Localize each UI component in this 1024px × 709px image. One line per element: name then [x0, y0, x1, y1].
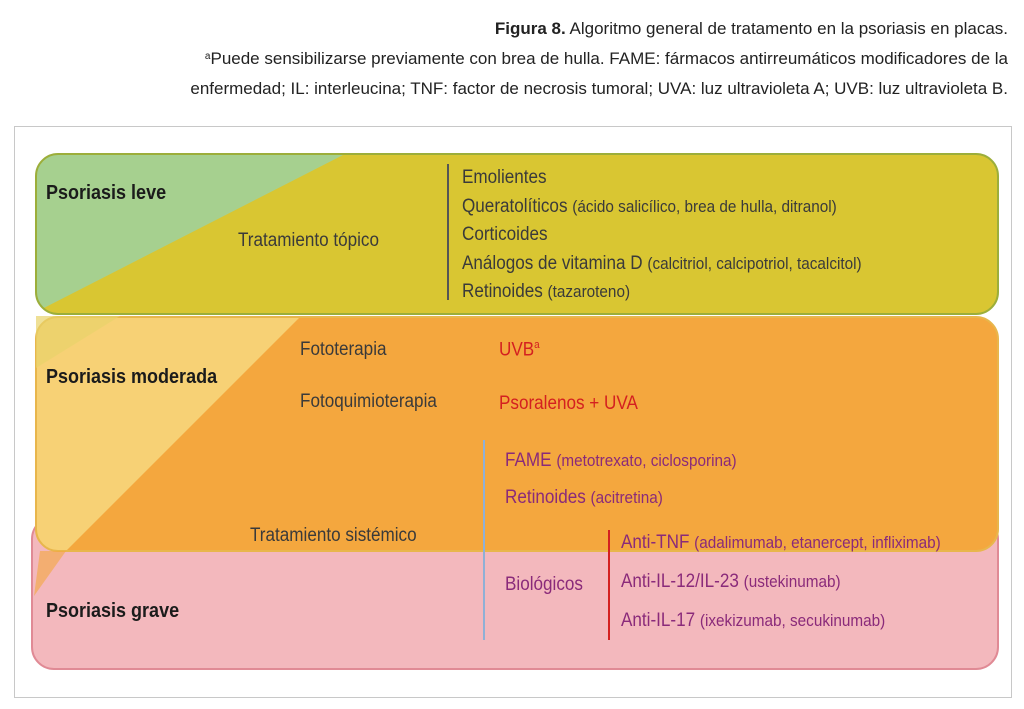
topico-item-detail: (ácido salicílico, brea de hulla, ditranol) — [572, 197, 837, 216]
sistemico-label: Tratamiento sistémico — [250, 525, 417, 546]
topico-item-main: Corticoides — [462, 224, 548, 245]
sistemico-fame — [505, 450, 737, 472]
biologicos-label: Biológicos — [505, 574, 583, 595]
severity-grave-label: Psoriasis grave — [46, 600, 180, 622]
severity-moderada-label: Psoriasis moderada — [46, 366, 218, 388]
biologico-main: Anti-IL-17 — [621, 610, 696, 631]
fotoquimio-label: Fotoquimioterapia — [300, 391, 437, 412]
footnote-mark: a — [204, 51, 211, 62]
topico-item-retinoides — [462, 281, 630, 303]
topico-item-emolientes — [462, 167, 547, 189]
topico-item-queratoliticos — [462, 196, 837, 218]
biologico-item-anti-il-12-23 — [621, 571, 841, 593]
topico-item-main: Retinoides — [462, 281, 543, 302]
topico-item-main: Emolientes — [462, 167, 547, 188]
topico-item-vitamina-d — [462, 253, 862, 275]
uvb-text: UVB — [499, 339, 535, 361]
biologico-item-anti-il-17 — [621, 610, 885, 632]
topico-item-detail: (tazaroteno) — [547, 282, 631, 301]
fototerapia-label: Fototerapia — [300, 339, 387, 360]
topico-item-main: Queratolíticos — [462, 196, 568, 217]
footnote-text-1: Puede sensibilizarse previamente con brea de hulla. FAME: fármacos antirreumáticos modificadores de la — [210, 49, 1008, 68]
biologico-item-anti-tnf — [621, 532, 941, 554]
biologico-main: Anti-TNF — [621, 532, 690, 553]
biologico-detail: (ustekinumab) — [743, 572, 841, 591]
retinoides-main: Retinoides — [505, 487, 586, 508]
fototerapia-value — [499, 339, 540, 361]
biologico-detail: (adalimumab, etanercept, infliximab) — [694, 533, 941, 552]
caption-figure-title: Algoritmo general de tratamento en la psoriasis en placas. — [569, 19, 1008, 38]
biologico-detail: (ixekizumab, secukinumab) — [699, 611, 886, 630]
topico-item-detail: (calcitriol, calcipotriol, tacalcitol) — [647, 254, 862, 273]
fame-main: FAME — [505, 450, 552, 471]
fame-detail: (metotrexato, ciclosporina) — [556, 451, 737, 470]
caption-figure-number: Figura 8. — [494, 19, 566, 38]
retinoides-detail: (acitretina) — [590, 488, 663, 507]
sistemico-retinoides — [505, 487, 663, 509]
severity-leve-label: Psoriasis leve — [46, 182, 167, 204]
biologico-main: Anti-IL-12/IL-23 — [621, 571, 739, 592]
caption-footnote-line2: enfermedad; IL: interleucina; TNF: factor de necrosis tumoral; UVA: luz ultravioleta A; UVB: luz ultravioleta B. — [190, 79, 1008, 98]
uvb-footnote-mark: a — [534, 339, 540, 351]
topico-item-main: Análogos de vitamina D — [462, 253, 643, 274]
topico-item-corticoides — [462, 224, 548, 246]
fotoquimio-value: Psoralenos + UVA — [499, 393, 638, 414]
topico-label: Tratamiento tópico — [238, 230, 379, 251]
